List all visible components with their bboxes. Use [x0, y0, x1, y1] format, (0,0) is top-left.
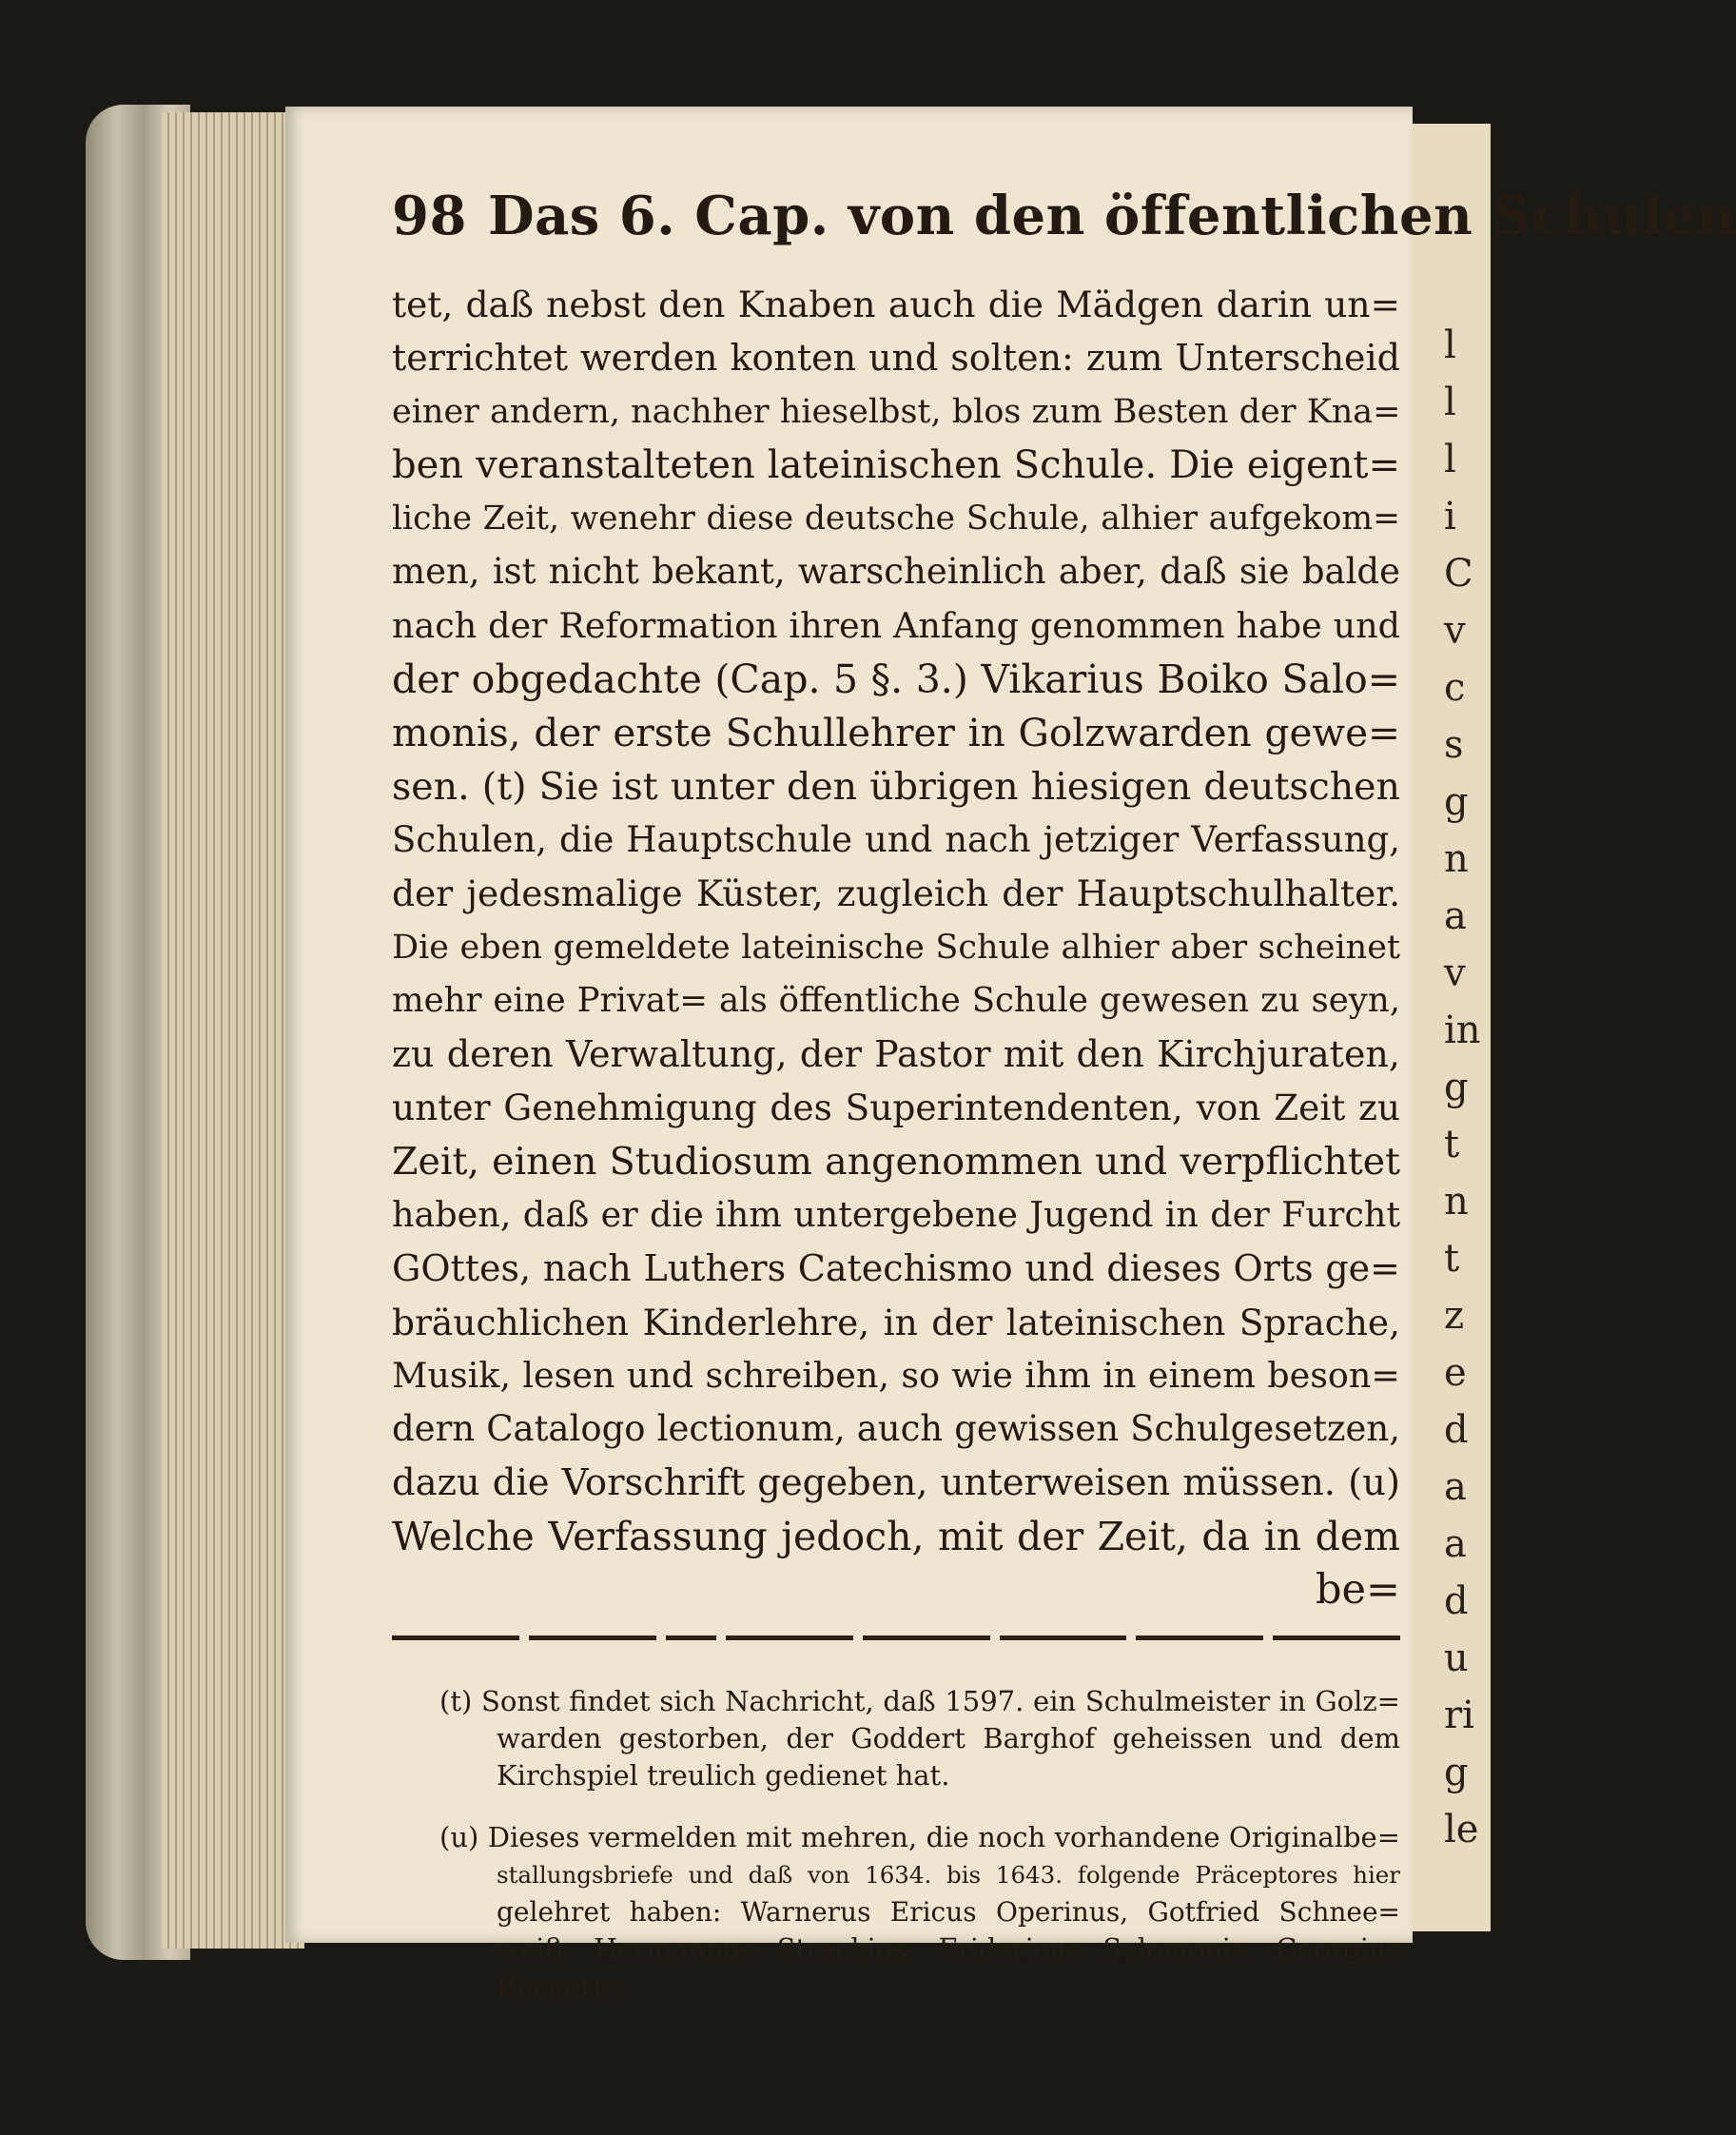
facing-page-letter: a: [1444, 894, 1467, 938]
text-line: Welche Verfassung jedoch, mit der Zeit, da in dem: [392, 1513, 1400, 1559]
page-edges: [162, 112, 304, 1949]
page-content: [392, 185, 1736, 2002]
facing-page-letter: l: [1444, 438, 1456, 481]
text-line: men, ist nicht bekant, warscheinlich aber, daß sie balde: [392, 551, 1400, 593]
facing-page-letter: l: [1444, 323, 1456, 367]
footnote-line: (t) Sonst findet sich Nachricht, daß 1597. ein Schulmeister in Golz=: [439, 1685, 1400, 1717]
text-line: monis, der erste Schullehrer in Golzwarden gewe=: [392, 710, 1400, 756]
facing-page-letter: g: [1444, 1066, 1469, 1109]
footnote-line: warden gestorben, der Goddert Barghof geheissen und dem: [497, 1722, 1400, 1754]
text-line: Schulen, die Hauptschule und nach jetziger Verfassung,: [392, 818, 1400, 860]
text-line: tet, daß nebst den Knaben auch die Mädgen darin un=: [392, 284, 1400, 325]
text-line: haben, daß er die ihm untergebene Jugend in der Furcht: [392, 1194, 1400, 1236]
facing-page-letter: u: [1444, 1636, 1469, 1680]
text-line: Die eben gemeldete lateinische Schule alhier aber scheinet: [392, 928, 1400, 967]
running-title: Das 6. Cap. von den öffentlichen Schulen: [487, 185, 1736, 247]
facing-page-letter: ri: [1444, 1694, 1474, 1737]
facing-page-letter: d: [1444, 1408, 1469, 1452]
body-text: [392, 278, 1400, 1616]
text-line: der obgedachte (Cap. 5 §. 3.) Vikarius Boiko Salo=: [392, 656, 1400, 703]
text-line: nach der Reformation ihren Anfang genommen habe und: [392, 604, 1400, 646]
footnote: [439, 1819, 1400, 2005]
facing-page-letter: n: [1444, 1180, 1469, 1224]
facing-page-letter: g: [1444, 1751, 1469, 1794]
text-line: liche Zeit, wenehr diese deutsche Schule, alhier aufgekom=: [392, 499, 1400, 539]
facing-page-letter: e: [1444, 1351, 1467, 1395]
footnote-line: weiß, Hermannus Strackius, Fridericus Salomonis, Georgius: [497, 1933, 1400, 1965]
text-line: sen. (t) Sie ist unter den übrigen hiesigen deutschen: [392, 764, 1400, 809]
text-line: be=: [1315, 1566, 1400, 1615]
text-line: einer andern, nachher hieselbst, blos zum Besten der Kna=: [392, 392, 1401, 431]
text-line: unter Genehmigung des Superintendenten, von Zeit zu: [392, 1087, 1400, 1129]
facing-page-edge: [1408, 124, 1491, 1931]
facing-page-letter: C: [1444, 552, 1473, 596]
text-line: der jedesmalige Küster, zugleich der Hauptschulhalter.: [392, 872, 1400, 915]
text-line: zu deren Verwaltung, der Pastor mit den Kirchjuraten,: [392, 1033, 1400, 1076]
page-number: 98: [392, 185, 467, 247]
facing-page-letter: d: [1444, 1579, 1469, 1623]
footnote-line: gelehret haben: Warnerus Ericus Operinus, Gotfried Schnee=: [497, 1896, 1400, 1928]
facing-page-letter: z: [1444, 1294, 1465, 1338]
text-line: bräuchlichen Kinderlehre, in der lateinischen Sprache,: [392, 1301, 1400, 1343]
book-page: [285, 107, 1736, 2002]
text-line: terrichtet werden konten und solten: zum Unterscheid: [392, 337, 1400, 380]
facing-page-letter: le: [1444, 1808, 1479, 1851]
facing-page-letter: a: [1444, 1465, 1467, 1509]
footnote-line: (u) Dieses vermelden mit mehren, die noch vorhandene Originalbe=: [439, 1821, 1400, 1853]
facing-page-letter: i: [1444, 495, 1456, 539]
page-header: [392, 185, 1736, 270]
footnote-line: Kirchspiel treulich gedienet hat.: [497, 1759, 950, 1792]
footnote-line: Beccerus.: [497, 1969, 634, 2002]
text-line: Zeit, einen Studiosum angenommen und verpflichtet: [392, 1139, 1400, 1184]
facing-page-letter: t: [1444, 1123, 1460, 1166]
text-line: Musik, lesen und schreiben, so wie ihm in einem beson=: [392, 1354, 1400, 1396]
footnote-rule: [392, 1636, 1400, 1643]
footnotes: [439, 1683, 1400, 2005]
text-line: mehr eine Privat= als öffentliche Schule gewesen zu seyn,: [392, 980, 1400, 1020]
facing-page-letter: n: [1444, 837, 1469, 881]
facing-page-letter: in: [1444, 1009, 1481, 1052]
text-line: ben veranstalteten lateinischen Schule. Die eigent=: [392, 442, 1400, 487]
footnote: [439, 1683, 1400, 1794]
facing-page-letter: c: [1444, 666, 1466, 710]
facing-page-letter: l: [1444, 381, 1456, 424]
facing-page-letter: t: [1444, 1237, 1460, 1281]
text-line: dazu die Vorschrift gegeben, unterweisen müssen. (u): [392, 1460, 1400, 1504]
text-line: GOttes, nach Luthers Catechismo und dieses Orts ge=: [392, 1247, 1400, 1290]
facing-page-letter: v: [1444, 609, 1466, 653]
facing-page-letter: a: [1444, 1522, 1467, 1566]
footnote-line: stallungsbriefe und daß von 1634. bis 1643. folgende Präceptores hier: [497, 1861, 1400, 1889]
facing-page-letter: g: [1444, 780, 1469, 824]
facing-page-letter: s: [1444, 723, 1464, 767]
facing-page-letter: v: [1444, 951, 1466, 995]
text-line: dern Catalogo lectionum, auch gewissen Schulgesetzen,: [392, 1408, 1400, 1450]
